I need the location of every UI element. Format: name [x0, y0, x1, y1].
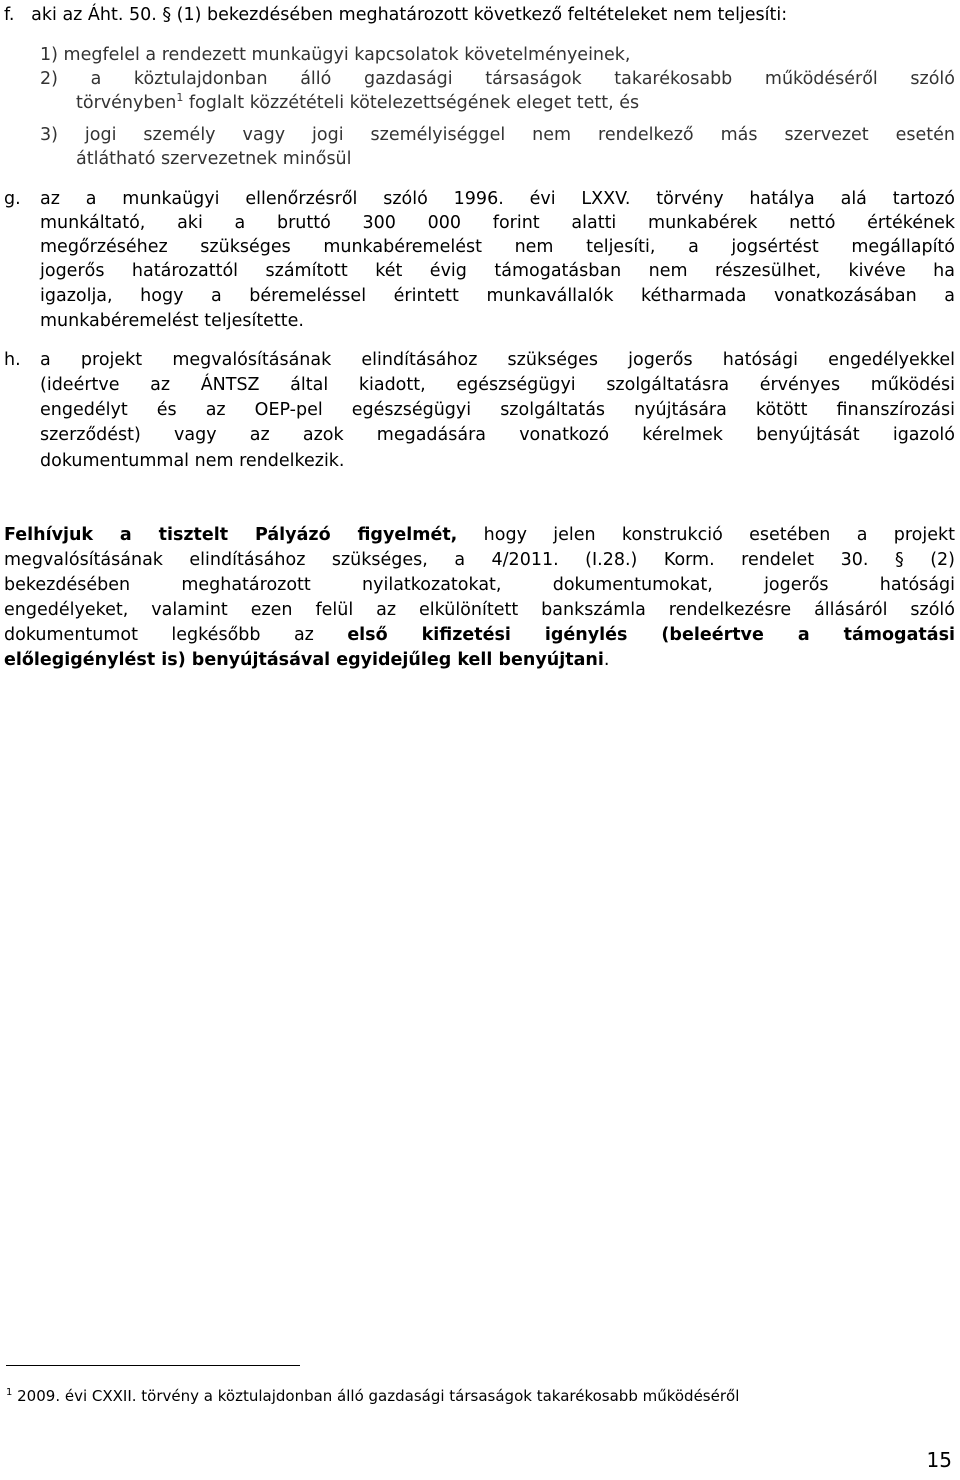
notice-line-6: [4, 649, 609, 671]
notice-line-5: [4, 624, 955, 646]
footnote: [6, 1386, 739, 1406]
notice-line-6-end: .: [603, 650, 610, 670]
section-f-intro: aki az Áht. 50. § (1) bekezdésében meghatározott következő feltételeket nem teljesíti:: [31, 5, 788, 25]
section-f-marker: f.: [4, 5, 15, 25]
section-h-marker: h.: [4, 350, 21, 370]
page-number: 15: [926, 1448, 952, 1472]
section-f-item-3-line-2: átlátható szervezetnek minősül: [76, 149, 352, 169]
notice-line-1: [4, 524, 955, 546]
footnote-text: 2009. évi CXXII. törvény a köztulajdonban álló gazdasági társaságok takarékosabb működéséről: [12, 1387, 740, 1405]
section-f-item-3-line-1: 3) jogi személy vagy jogi személyiséggel nem rendelkező más szervezet esetén: [40, 125, 955, 145]
section-g-line: megőrzéséhez szükséges munkabéremelést nem teljesíti, a jogsértést megállapító: [40, 237, 955, 257]
section-h-line: szerződést) vagy az azok megadására vonatkozó kérelmek benyújtását igazoló: [40, 425, 955, 445]
section-g-line: az a munkaügyi ellenőrzésről szóló 1996. évi LXXV. törvény hatálya alá tartozó: [40, 189, 955, 209]
section-h-line: (ideértve az ÁNTSZ által kiadott, egészségügyi szolgáltatásra érvényes működési: [40, 375, 955, 395]
section-f-item-2-line-2: [76, 92, 639, 114]
notice-line-3: bekezdésében meghatározott nyilatkozatokat, dokumentumokat, jogerős hatósági: [4, 575, 955, 595]
section-f-item-2-text-b: foglalt közzétételi kötelezettségének eleget tett, és: [183, 93, 640, 113]
notice-line-2: megvalósításának elindításához szükséges, a 4/2011. (I.28.) Korm. rendelet 30. § (2): [4, 550, 955, 570]
notice-line-4: engedélyeket, valamint ezen felül az elkülönített bankszámla rendelkezésre állásáról szóló: [4, 600, 955, 620]
section-f-item-2-line-1: 2) a köztulajdonban álló gazdasági társaságok takarékosabb működéséről szóló: [40, 69, 955, 89]
footnote-number: 1: [6, 1387, 13, 1398]
section-h-line: engedélyt és az OEP-pel egészségügyi szolgáltatás nyújtására kötött finanszírozási: [40, 400, 955, 420]
notice-line-5-plain: dokumentumot legkésőbb az: [4, 625, 348, 645]
section-g-line: munkáltató, aki a bruttó 300 000 forint alatti munkabérek nettó értékének: [40, 213, 955, 233]
footnote-reference[interactable]: 1: [176, 91, 184, 105]
section-g-line: jogerős határozattól számított két évig támogatásban nem részesülhet, kivéve ha: [40, 261, 955, 281]
section-h-line: dokumentummal nem rendelkezik.: [40, 451, 345, 471]
section-h-line: a projekt megvalósításának elindításához szükséges jogerős hatósági engedélyekkel: [40, 350, 955, 370]
footnote-separator: [6, 1365, 300, 1366]
notice-line-5-bold: első kifizetési igénylés (beleértve a támogatási: [347, 625, 955, 645]
section-g-line: igazolja, hogy a béremeléssel érintett munkavállalók kétharmada vonatkozásában a: [40, 286, 955, 306]
section-g-marker: g.: [4, 189, 21, 209]
notice-lead-bold: Felhívjuk a tisztelt Pályázó figyelmét,: [4, 525, 458, 545]
notice-line-1-rest: hogy jelen konstrukció esetében a projekt: [457, 525, 956, 545]
section-f-item-2-text-a: törvényben: [76, 93, 177, 113]
notice-line-6-bold: előlegigénylést is) benyújtásával egyidejűleg kell benyújtani: [4, 650, 604, 670]
section-g-line: munkabéremelést teljesítette.: [40, 311, 304, 331]
section-f-intro-line: [4, 4, 787, 26]
section-f-item-1: 1) megfelel a rendezett munkaügyi kapcsolatok követelményeinek,: [40, 45, 631, 65]
